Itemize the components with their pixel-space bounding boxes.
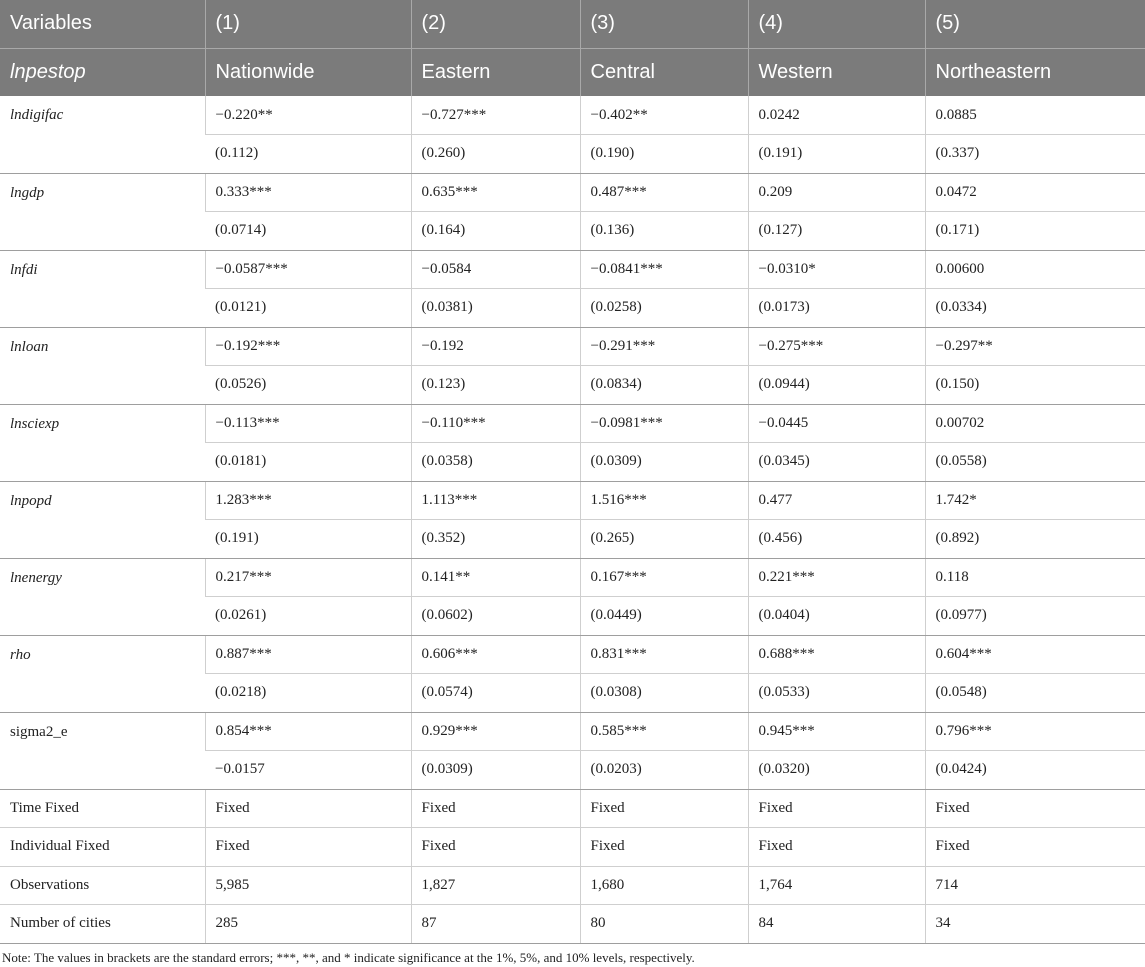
standard-error-cell: (0.0261) bbox=[205, 597, 411, 636]
coefficient-cell: −0.110*** bbox=[411, 404, 580, 443]
coefficient-cell: −0.192 bbox=[411, 327, 580, 366]
header-dependent-variable: lnpestop bbox=[0, 48, 205, 96]
value-cell: 1,680 bbox=[580, 866, 748, 905]
table-row bbox=[0, 173, 1145, 212]
coefficient-cell: −0.0310* bbox=[748, 250, 925, 289]
variable-name: lnenergy bbox=[0, 558, 205, 635]
value-cell: Fixed bbox=[925, 789, 1145, 828]
standard-error-cell: (0.127) bbox=[748, 212, 925, 251]
standard-error-cell: (0.0121) bbox=[205, 289, 411, 328]
variable-name: lngdp bbox=[0, 173, 205, 250]
header-model-2: (2) bbox=[411, 0, 580, 48]
value-cell: 80 bbox=[580, 905, 748, 944]
standard-error-cell: (0.150) bbox=[925, 366, 1145, 405]
table-header bbox=[0, 0, 1145, 96]
standard-error-cell: (0.892) bbox=[925, 520, 1145, 559]
coefficient-cell: 0.688*** bbox=[748, 635, 925, 674]
value-cell: 5,985 bbox=[205, 866, 411, 905]
coefficient-cell: 0.831*** bbox=[580, 635, 748, 674]
table-row bbox=[0, 481, 1145, 520]
table-row bbox=[0, 866, 1145, 905]
standard-error-cell: (0.0309) bbox=[411, 751, 580, 790]
variable-name: lnpopd bbox=[0, 481, 205, 558]
table-row bbox=[0, 558, 1145, 597]
standard-error-cell: (0.0358) bbox=[411, 443, 580, 482]
standard-error-cell: (0.191) bbox=[205, 520, 411, 559]
table-row bbox=[0, 828, 1145, 867]
table-row bbox=[0, 327, 1145, 366]
variable-name: lnfdi bbox=[0, 250, 205, 327]
header-row-regions bbox=[0, 48, 1145, 96]
header-region-western: Western bbox=[748, 48, 925, 96]
standard-error-cell: (0.456) bbox=[748, 520, 925, 559]
coefficient-cell: 0.887*** bbox=[205, 635, 411, 674]
value-cell: 285 bbox=[205, 905, 411, 944]
table-row bbox=[0, 404, 1145, 443]
header-region-eastern: Eastern bbox=[411, 48, 580, 96]
coefficient-cell: 0.167*** bbox=[580, 558, 748, 597]
coefficient-cell: 0.854*** bbox=[205, 712, 411, 751]
standard-error-cell: (0.0714) bbox=[205, 212, 411, 251]
header-model-4: (4) bbox=[748, 0, 925, 48]
coefficient-cell: 0.0472 bbox=[925, 173, 1145, 212]
standard-error-cell: (0.0381) bbox=[411, 289, 580, 328]
value-cell: Fixed bbox=[580, 828, 748, 867]
row-label: Observations bbox=[0, 866, 205, 905]
row-label: Number of cities bbox=[0, 905, 205, 944]
standard-error-cell: (0.0404) bbox=[748, 597, 925, 636]
coefficient-cell: 0.0885 bbox=[925, 96, 1145, 135]
coefficient-cell: 0.00600 bbox=[925, 250, 1145, 289]
coefficient-cell: −0.402** bbox=[580, 96, 748, 135]
variable-name: sigma2_e bbox=[0, 712, 205, 789]
value-cell: Fixed bbox=[205, 828, 411, 867]
standard-error-cell: (0.191) bbox=[748, 135, 925, 174]
standard-error-cell: (0.136) bbox=[580, 212, 748, 251]
standard-error-cell: (0.260) bbox=[411, 135, 580, 174]
coefficient-cell: 0.635*** bbox=[411, 173, 580, 212]
standard-error-cell: (0.0449) bbox=[580, 597, 748, 636]
coefficient-cell: 0.0242 bbox=[748, 96, 925, 135]
standard-error-cell: (0.0834) bbox=[580, 366, 748, 405]
coefficient-cell: 0.945*** bbox=[748, 712, 925, 751]
coefficient-cell: −0.113*** bbox=[205, 404, 411, 443]
standard-error-cell: −0.0157 bbox=[205, 751, 411, 790]
header-model-1: (1) bbox=[205, 0, 411, 48]
coefficient-cell: −0.727*** bbox=[411, 96, 580, 135]
standard-error-cell: (0.337) bbox=[925, 135, 1145, 174]
standard-error-cell: (0.171) bbox=[925, 212, 1145, 251]
standard-error-cell: (0.265) bbox=[580, 520, 748, 559]
coefficient-cell: −0.0445 bbox=[748, 404, 925, 443]
standard-error-cell: (0.0309) bbox=[580, 443, 748, 482]
header-model-3: (3) bbox=[580, 0, 748, 48]
coefficient-cell: 0.606*** bbox=[411, 635, 580, 674]
table-body bbox=[0, 96, 1145, 943]
coefficient-cell: −0.0587*** bbox=[205, 250, 411, 289]
coefficient-cell: 0.209 bbox=[748, 173, 925, 212]
standard-error-cell: (0.164) bbox=[411, 212, 580, 251]
standard-error-cell: (0.0203) bbox=[580, 751, 748, 790]
coefficient-cell: 1.742* bbox=[925, 481, 1145, 520]
standard-error-cell: (0.0944) bbox=[748, 366, 925, 405]
coefficient-cell: −0.0841*** bbox=[580, 250, 748, 289]
coefficient-cell: 1.113*** bbox=[411, 481, 580, 520]
value-cell: 34 bbox=[925, 905, 1145, 944]
header-region-central: Central bbox=[580, 48, 748, 96]
standard-error-cell: (0.0548) bbox=[925, 674, 1145, 713]
table-row bbox=[0, 250, 1145, 289]
coefficient-cell: −0.291*** bbox=[580, 327, 748, 366]
row-label: Individual Fixed bbox=[0, 828, 205, 867]
variable-name: lnloan bbox=[0, 327, 205, 404]
coefficient-cell: 0.604*** bbox=[925, 635, 1145, 674]
value-cell: Fixed bbox=[411, 789, 580, 828]
standard-error-cell: (0.0558) bbox=[925, 443, 1145, 482]
coefficient-cell: 0.477 bbox=[748, 481, 925, 520]
value-cell: 1,764 bbox=[748, 866, 925, 905]
standard-error-cell: (0.0602) bbox=[411, 597, 580, 636]
coefficient-cell: 0.585*** bbox=[580, 712, 748, 751]
value-cell: 714 bbox=[925, 866, 1145, 905]
standard-error-cell: (0.0424) bbox=[925, 751, 1145, 790]
value-cell: Fixed bbox=[748, 828, 925, 867]
value-cell: Fixed bbox=[205, 789, 411, 828]
value-cell: 87 bbox=[411, 905, 580, 944]
coefficient-cell: 1.283*** bbox=[205, 481, 411, 520]
header-region-northeastern: Northeastern bbox=[925, 48, 1145, 96]
header-variables: Variables bbox=[0, 0, 205, 48]
standard-error-cell: (0.0574) bbox=[411, 674, 580, 713]
standard-error-cell: (0.0181) bbox=[205, 443, 411, 482]
standard-error-cell: (0.190) bbox=[580, 135, 748, 174]
row-label: Time Fixed bbox=[0, 789, 205, 828]
table-row bbox=[0, 789, 1145, 828]
coefficient-cell: 0.118 bbox=[925, 558, 1145, 597]
coefficient-cell: 0.00702 bbox=[925, 404, 1145, 443]
coefficient-cell: −0.0584 bbox=[411, 250, 580, 289]
table-row bbox=[0, 96, 1145, 135]
value-cell: 1,827 bbox=[411, 866, 580, 905]
table-row bbox=[0, 712, 1145, 751]
variable-name: lndigifac bbox=[0, 96, 205, 173]
coefficient-cell: −0.220** bbox=[205, 96, 411, 135]
coefficient-cell: 0.221*** bbox=[748, 558, 925, 597]
coefficient-cell: 0.487*** bbox=[580, 173, 748, 212]
value-cell: Fixed bbox=[580, 789, 748, 828]
table-row bbox=[0, 635, 1145, 674]
coefficient-cell: 0.141** bbox=[411, 558, 580, 597]
standard-error-cell: (0.0526) bbox=[205, 366, 411, 405]
value-cell: Fixed bbox=[748, 789, 925, 828]
coefficient-cell: 0.217*** bbox=[205, 558, 411, 597]
coefficient-cell: 0.929*** bbox=[411, 712, 580, 751]
standard-error-cell: (0.0977) bbox=[925, 597, 1145, 636]
variable-name: lnsciexp bbox=[0, 404, 205, 481]
coefficient-cell: −0.0981*** bbox=[580, 404, 748, 443]
coefficient-cell: −0.297** bbox=[925, 327, 1145, 366]
coefficient-cell: 0.333*** bbox=[205, 173, 411, 212]
header-row-model-numbers bbox=[0, 0, 1145, 48]
value-cell: Fixed bbox=[925, 828, 1145, 867]
header-model-5: (5) bbox=[925, 0, 1145, 48]
standard-error-cell: (0.112) bbox=[205, 135, 411, 174]
coefficient-cell: −0.275*** bbox=[748, 327, 925, 366]
standard-error-cell: (0.352) bbox=[411, 520, 580, 559]
standard-error-cell: (0.0258) bbox=[580, 289, 748, 328]
standard-error-cell: (0.123) bbox=[411, 366, 580, 405]
coefficient-cell: 0.796*** bbox=[925, 712, 1145, 751]
standard-error-cell: (0.0345) bbox=[748, 443, 925, 482]
value-cell: 84 bbox=[748, 905, 925, 944]
standard-error-cell: (0.0173) bbox=[748, 289, 925, 328]
standard-error-cell: (0.0533) bbox=[748, 674, 925, 713]
standard-error-cell: (0.0320) bbox=[748, 751, 925, 790]
standard-error-cell: (0.0218) bbox=[205, 674, 411, 713]
table-row bbox=[0, 905, 1145, 944]
standard-error-cell: (0.0308) bbox=[580, 674, 748, 713]
variable-name: rho bbox=[0, 635, 205, 712]
value-cell: Fixed bbox=[411, 828, 580, 867]
coefficient-cell: −0.192*** bbox=[205, 327, 411, 366]
standard-error-cell: (0.0334) bbox=[925, 289, 1145, 328]
header-region-nationwide: Nationwide bbox=[205, 48, 411, 96]
coefficient-cell: 1.516*** bbox=[580, 481, 748, 520]
table-note: Note: The values in brackets are the standard errors; ***, **, and * indicate significance at the 1%, 5%, and 10% levels, respectively. bbox=[2, 950, 695, 965]
